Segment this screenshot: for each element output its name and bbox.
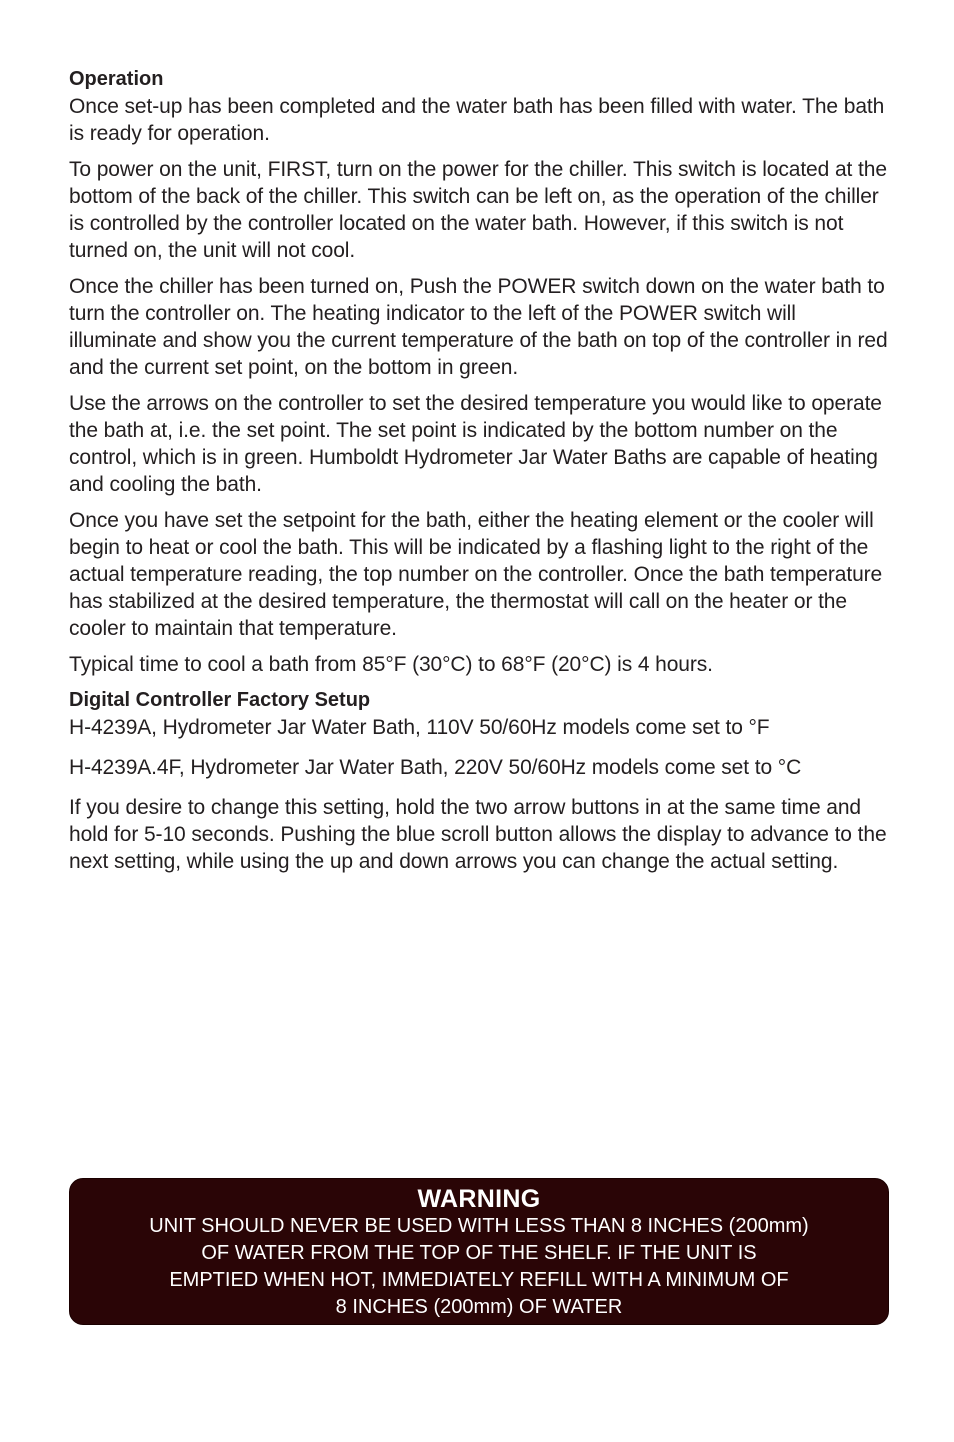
warning-line: UNIT SHOULD NEVER BE USED WITH LESS THAN 8 INCHES (200mm) [149, 1215, 809, 1237]
warning-box [69, 1178, 889, 1325]
warning-title: WARNING [417, 1185, 541, 1213]
operation-heading: Operation [69, 68, 164, 90]
warning-line: 8 INCHES (200mm) OF WATER [335, 1296, 623, 1318]
warning-line: EMPTIED WHEN HOT, IMMEDIATELY REFILL WITH A MINIMUM OF [169, 1269, 789, 1291]
operation-paragraph: Use the arrows on the controller to set the desired temperature you would like to operate the bath at, i.e. the set point. The set point is indicated by the bottom number on the control, which is in green. Humboldt Hydrometer Jar Water Baths are capable of heating and cooling the bath. [69, 392, 882, 496]
factory-setup-paragraph: H-4239A.4F, Hydrometer Jar Water Bath, 220V 50/60Hz models come set to °C [69, 756, 802, 779]
operation-paragraph: Once the chiller has been turned on, Push the POWER switch down on the water bath to turn the controller on. The heating indicator to the left of the POWER switch will illuminate and show you the current temperature of the bath on top of the controller in red and the current set point, on the bottom in green. [69, 275, 888, 379]
operation-paragraph: Once set-up has been completed and the water bath has been filled with water. The bath is ready for operation. [69, 95, 885, 145]
operation-paragraph: To power on the unit, FIRST, turn on the power for the chiller. This switch is located at the bottom of the back of the chiller. This switch can be left on, as the operation of the chiller is controlled by the controller located on the water bath. However, if this switch is not turned on, the unit will not cool. [69, 158, 887, 262]
operation-paragraph: Once you have set the setpoint for the bath, either the heating element or the cooler will begin to heat or cool the bath. This will be indicated by a flashing light to the right of the actual temperature reading, the top number on the controller. Once the bath temperature has stabilized at the desired temperature, the thermostat will call on the heater or the cooler to maintain that temperature. [69, 509, 883, 640]
warning-line: OF WATER FROM THE TOP OF THE SHELF. IF THE UNIT IS [201, 1242, 757, 1264]
operation-paragraph: Typical time to cool a bath from 85°F (30°C) to 68°F (20°C) is 4 hours. [69, 653, 713, 676]
factory-setup-heading: Digital Controller Factory Setup [69, 689, 371, 711]
factory-setup-paragraph: If you desire to change this setting, hold the two arrow buttons in at the same time and hold for 5-10 seconds. Pushing the blue scroll button allows the display to advance to the next setting, while using the up and down arrows you can change the actual setting. [69, 796, 887, 873]
document-body [69, 66, 889, 884]
factory-setup-paragraph: H-4239A, Hydrometer Jar Water Bath, 110V 50/60Hz models come set to °F [69, 716, 770, 739]
